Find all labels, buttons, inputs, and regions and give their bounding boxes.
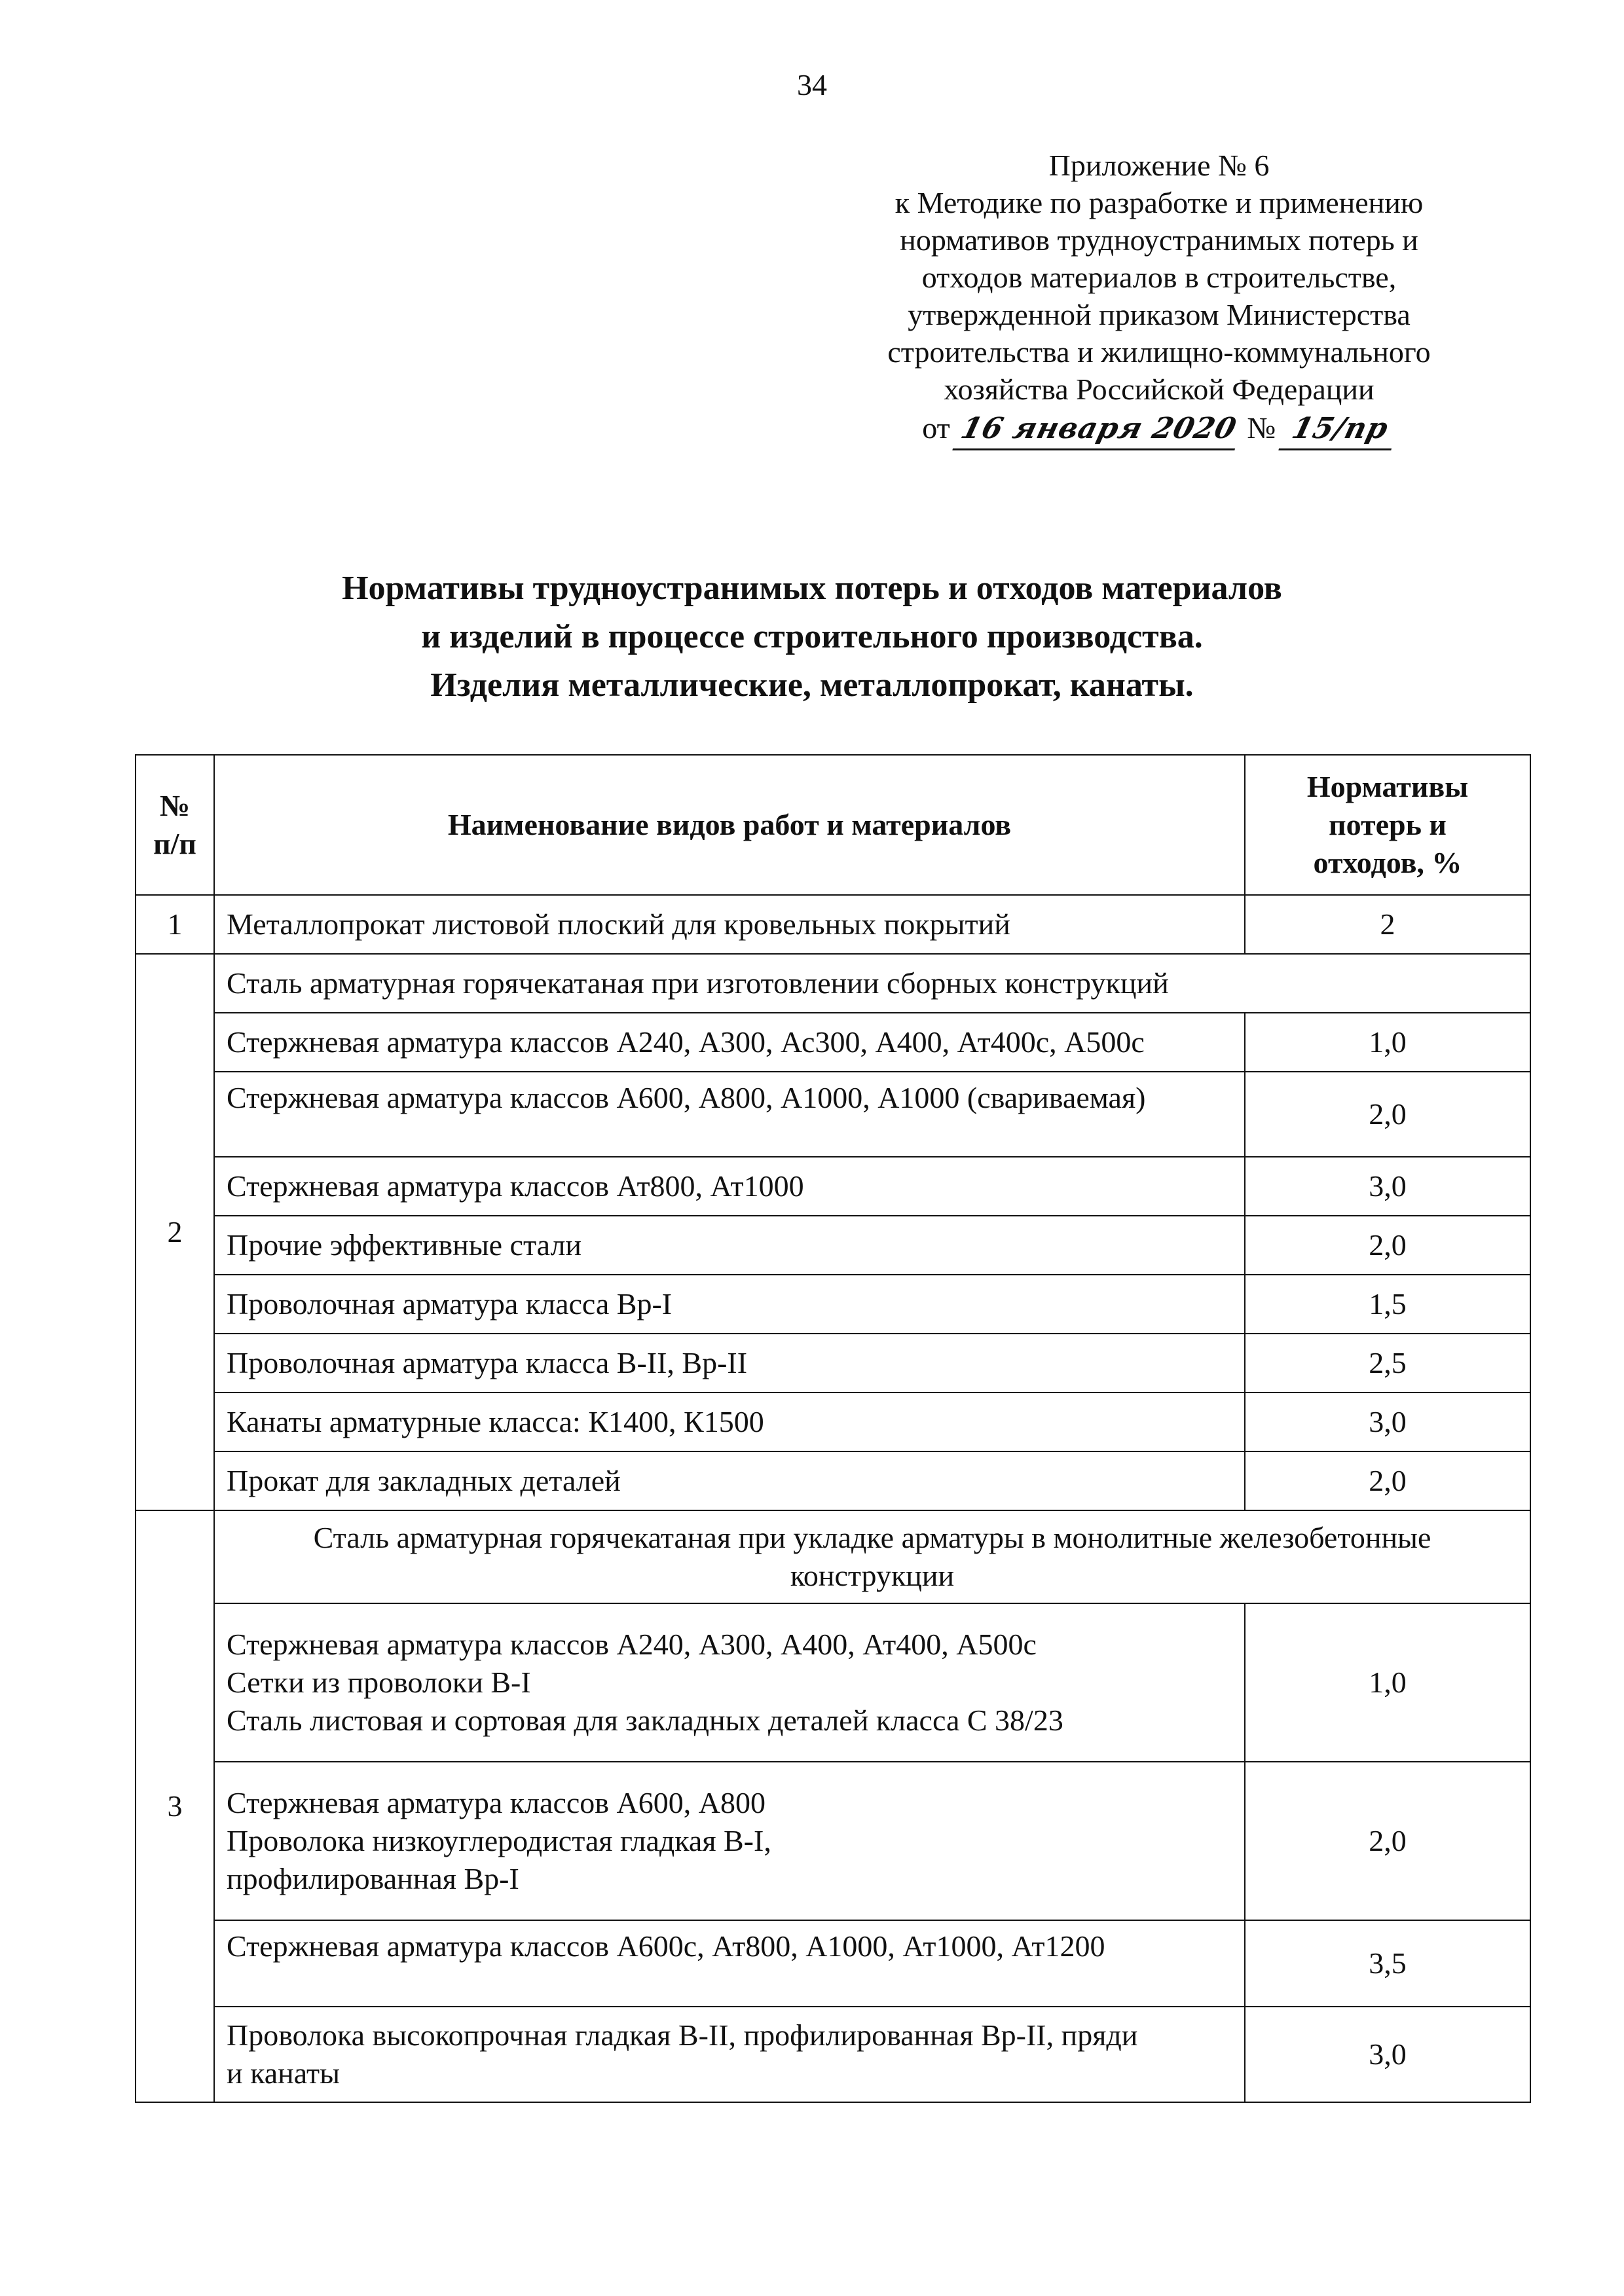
row-value: 1,5 <box>1245 1275 1530 1334</box>
row-name: Стержневая арматура классов А600, А800, А1000, А1000 (свариваемая) <box>214 1072 1245 1157</box>
handwritten-order-number: 15/пр <box>1278 410 1401 450</box>
table-header-row <box>136 755 1530 895</box>
row-name-line: Проволока высокопрочная гладкая В-II, профилированная Вр-II, пряди <box>227 2018 1138 2052</box>
row-value: 3,0 <box>1245 1393 1530 1451</box>
row-value: 2 <box>1245 895 1530 954</box>
title-line: и изделий в процессе строительного производства. <box>421 618 1203 655</box>
header-norm-line: потерь и <box>1329 808 1447 841</box>
appendix-line: утвержденной приказом Министерства <box>908 298 1411 331</box>
group-heading-line: Сталь арматурная горячекатаная при укладке арматуры в монолитные железобетонные <box>313 1521 1431 1554</box>
row-name-line: Стержневая арматура классов А600, А800 <box>227 1786 766 1819</box>
group-number-text: 3 <box>167 1789 183 1823</box>
table-row <box>136 1157 1530 1216</box>
header-number-line: п/п <box>153 827 196 860</box>
row-value: 2,0 <box>1245 1451 1530 1510</box>
table-row <box>136 1072 1530 1157</box>
table-row <box>136 1275 1530 1334</box>
appendix-line: строительства и жилищно-коммунального <box>887 335 1431 369</box>
group-heading <box>214 1510 1530 1603</box>
title-line: Нормативы трудноустранимых потерь и отходов материалов <box>342 570 1282 607</box>
norms-table <box>135 754 1531 2103</box>
group-number: 2 <box>136 954 214 1510</box>
appendix-line: хозяйства Российской Федерации <box>944 373 1375 406</box>
row-name: Прокат для закладных деталей <box>214 1451 1245 1510</box>
table-row <box>136 2007 1530 2102</box>
table-row <box>136 1762 1530 1920</box>
row-name: Стержневая арматура классов А600с, Ат800, А1000, Ат1000, Ат1200 <box>214 1920 1245 2007</box>
appendix-line: нормативов трудноустранимых потерь и <box>900 223 1418 257</box>
table-row <box>136 1920 1530 2007</box>
row-name-line: Стержневая арматура классов А240, А300, А400, Ат400, А500с <box>227 1628 1037 1661</box>
appendix-line: к Методике по разработке и применению <box>895 186 1424 219</box>
page-number: 34 <box>797 68 827 101</box>
row-value: 2,0 <box>1245 1216 1530 1275</box>
table-row <box>136 1334 1530 1393</box>
row-value: 1,0 <box>1245 1603 1530 1762</box>
date-prefix: от <box>922 411 950 445</box>
row-name <box>214 1762 1245 1920</box>
row-name: Канаты арматурные класса: К1400, К1500 <box>214 1393 1245 1451</box>
appendix-block <box>845 147 1473 450</box>
row-number: 1 <box>136 895 214 954</box>
appendix-line: Приложение № 6 <box>1048 149 1270 182</box>
table-row <box>136 1013 1530 1072</box>
table-row <box>136 1216 1530 1275</box>
table-row <box>136 1393 1530 1451</box>
group-number <box>136 1510 214 2102</box>
table-row <box>136 895 1530 954</box>
row-value: 3,0 <box>1245 1157 1530 1216</box>
number-prefix: № <box>1247 411 1276 445</box>
row-value: 1,0 <box>1245 1013 1530 1072</box>
row-name: Проволочная арматура класса Вр-I <box>214 1275 1245 1334</box>
row-name: Стержневая арматура классов А240, А300, Ас300, А400, Ат400с, А500с <box>214 1013 1245 1072</box>
row-name: Стержневая арматура классов Ат800, Ат1000 <box>214 1157 1245 1216</box>
row-name: Проволочная арматура класса В-II, Вр-II <box>214 1334 1245 1393</box>
row-name-line: и канаты <box>227 2056 341 2090</box>
row-name-line: Проволока низкоуглеродистая гладкая В-I, <box>227 1824 771 1857</box>
header-number <box>136 755 214 895</box>
row-value: 2,0 <box>1245 1762 1530 1920</box>
header-name: Наименование видов работ и материалов <box>214 755 1245 895</box>
group-heading-line: конструкции <box>790 1559 955 1592</box>
table-group-heading-row <box>136 954 1530 1013</box>
row-name: Прочие эффективные стали <box>214 1216 1245 1275</box>
row-name <box>214 2007 1245 2102</box>
row-name: Металлопрокат листовой плоский для кровельных покрытий <box>214 895 1245 954</box>
row-value: 2,0 <box>1245 1072 1530 1157</box>
header-norm <box>1245 755 1530 895</box>
row-value: 3,0 <box>1245 2007 1530 2102</box>
table-group-heading-row <box>136 1510 1530 1603</box>
row-name-line: профилированная Вр-I <box>227 1862 519 1895</box>
appendix-line: отходов материалов в строительстве, <box>921 261 1397 294</box>
row-value: 3,5 <box>1245 1920 1530 2007</box>
row-name-line: Сталь листовая и сортовая для закладных деталей класса С 38/23 <box>227 1704 1063 1737</box>
handwritten-date: 16 января 2020 <box>953 410 1245 450</box>
group-heading: Сталь арматурная горячекатаная при изготовлении сборных конструкций <box>214 954 1530 1013</box>
table-row <box>136 1603 1530 1762</box>
header-norm-line: отходов, % <box>1313 846 1462 879</box>
document-title <box>131 564 1493 710</box>
header-number-line: № <box>159 789 191 822</box>
row-name-line: Сетки из проволоки В-I <box>227 1666 531 1699</box>
order-reference <box>845 409 1473 450</box>
header-norm-line: Нормативы <box>1306 770 1469 803</box>
title-line: Изделия металлические, металлопрокат, канаты. <box>430 666 1194 704</box>
table-row <box>136 1451 1530 1510</box>
row-name <box>214 1603 1245 1762</box>
row-value: 2,5 <box>1245 1334 1530 1393</box>
